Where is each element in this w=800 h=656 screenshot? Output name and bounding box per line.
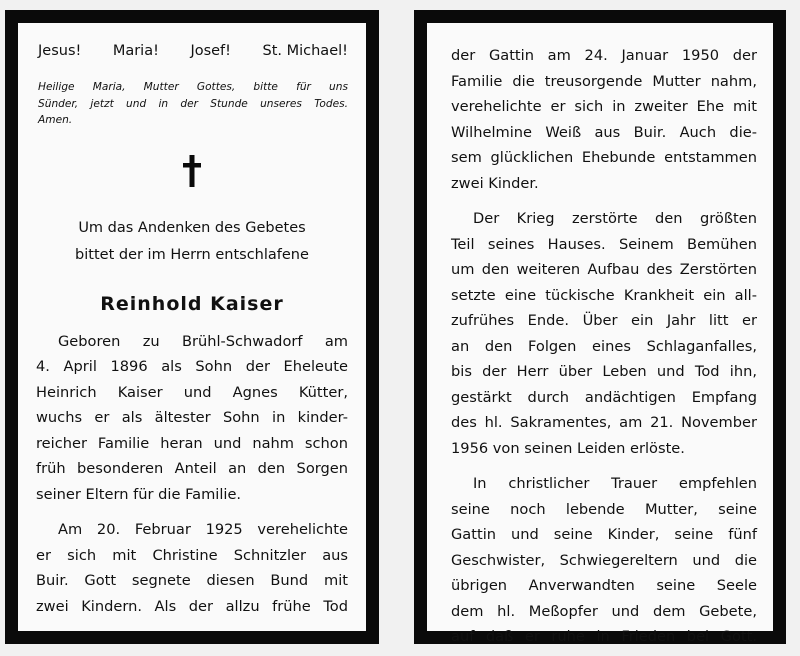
text-line: Geschwister, Schwiegereltern und die bbox=[451, 551, 757, 569]
text-line: gestärkt durch andächtigen Empfang bbox=[451, 388, 757, 406]
deceased-name: Reinhold Kaiser bbox=[100, 292, 284, 315]
text-line: zufrühes Ende. Über ein Jahr litt er bbox=[451, 312, 757, 329]
text-line: setzte eine tückische Krankheit ein all- bbox=[451, 286, 757, 304]
intro-line: bittet der im Herrn entschlafene bbox=[75, 246, 309, 263]
invocation-word: Maria! bbox=[112, 43, 159, 59]
biography-paragraph-2 bbox=[36, 517, 348, 619]
intro-line: Um das Andenken des Gebetes bbox=[78, 219, 306, 236]
left-card bbox=[5, 10, 379, 644]
text-line: Teil seines Hauses. Seinem Bemühen bbox=[451, 235, 757, 253]
biography-paragraph-4 bbox=[451, 206, 757, 461]
text-line: Geboren zu Brühl-Schwadorf am bbox=[58, 332, 348, 350]
biography-paragraph-1 bbox=[36, 329, 348, 508]
text-line: Familie die treusorgende Mutter nahm, bbox=[451, 72, 757, 90]
text-line: seiner Eltern für die Familie. bbox=[36, 485, 242, 503]
prayer bbox=[38, 79, 348, 129]
right-card bbox=[414, 10, 786, 644]
text-line: wuchs er als ältester Sohn in kinder- bbox=[36, 409, 348, 426]
text-line: übrigen Anverwandten seine Seele bbox=[451, 577, 757, 594]
text-line: sem glücklichen Ehebunde entstammen bbox=[451, 149, 757, 166]
invocation-word: Jesus! bbox=[38, 43, 82, 59]
prayer-line: Sünder, jetzt und in der Stunde unseres Todes. bbox=[38, 97, 348, 110]
text-line: zwei Kindern. Als der allzu frühe Tod bbox=[36, 597, 348, 615]
text-line: früh besonderen Anteil an den Sorgen bbox=[36, 460, 348, 477]
closing-paragraph bbox=[451, 471, 757, 650]
text-line: Der Krieg zerstörte den größten bbox=[473, 210, 757, 227]
text-line: In christlicher Trauer empfehlen bbox=[473, 475, 757, 492]
text-line: zwei Kinder. bbox=[451, 174, 539, 192]
text-line: verehelichte er sich in zweiter Ehe mit bbox=[451, 98, 757, 115]
text-line: der Gattin am 24. Januar 1950 der bbox=[451, 47, 757, 64]
left-card-page bbox=[18, 23, 366, 631]
text-line: reicher Familie heran und nahm schon bbox=[36, 434, 348, 452]
text-line: Am 20. Februar 1925 verehelichte bbox=[58, 521, 348, 538]
cross-icon bbox=[36, 155, 348, 187]
text-line: Heinrich Kaiser und Agnes Kütter, bbox=[36, 383, 348, 401]
text-line: Buir. Gott segnete diesen Bund mit bbox=[36, 572, 348, 589]
text-line: Wilhelmine Weiß aus Buir. Auch die- bbox=[451, 123, 757, 141]
text-line: er sich mit Christine Schnitzler aus bbox=[36, 546, 348, 564]
prayer-line: Heilige Maria, Mutter Gottes, bitte für uns bbox=[38, 81, 348, 93]
text-line: Gattin und seine Kinder, seine fünf bbox=[451, 526, 757, 543]
text-line: dem hl. Meßopfer und dem Gebete, bbox=[451, 602, 757, 620]
invocation-word: St. Michael! bbox=[262, 43, 348, 59]
text-line: seine noch lebende Mutter, seine bbox=[451, 500, 757, 518]
text-line: um den weiteren Aufbau des Zerstörten bbox=[451, 261, 757, 278]
text-line: bis der Herr über Leben und Tod ihn, bbox=[451, 363, 757, 380]
invocation bbox=[38, 43, 348, 59]
invocation-word: Josef! bbox=[190, 43, 231, 59]
text-line: 4. April 1896 als Sohn der Eheleute bbox=[36, 358, 348, 375]
prayer-line: Amen. bbox=[38, 114, 73, 126]
right-card-page bbox=[427, 23, 773, 645]
text-line: 1956 von seinen Leiden erlöste. bbox=[451, 439, 685, 457]
intro-text bbox=[36, 215, 348, 269]
text-line: auf daß er ruhe in Frieden bei Gott. bbox=[451, 628, 757, 645]
biography-paragraph-3 bbox=[451, 43, 757, 196]
text-line: an den Folgen eines Schlaganfalles, bbox=[451, 337, 757, 355]
text-line: des hl. Sakramentes, am 21. November bbox=[451, 414, 757, 431]
